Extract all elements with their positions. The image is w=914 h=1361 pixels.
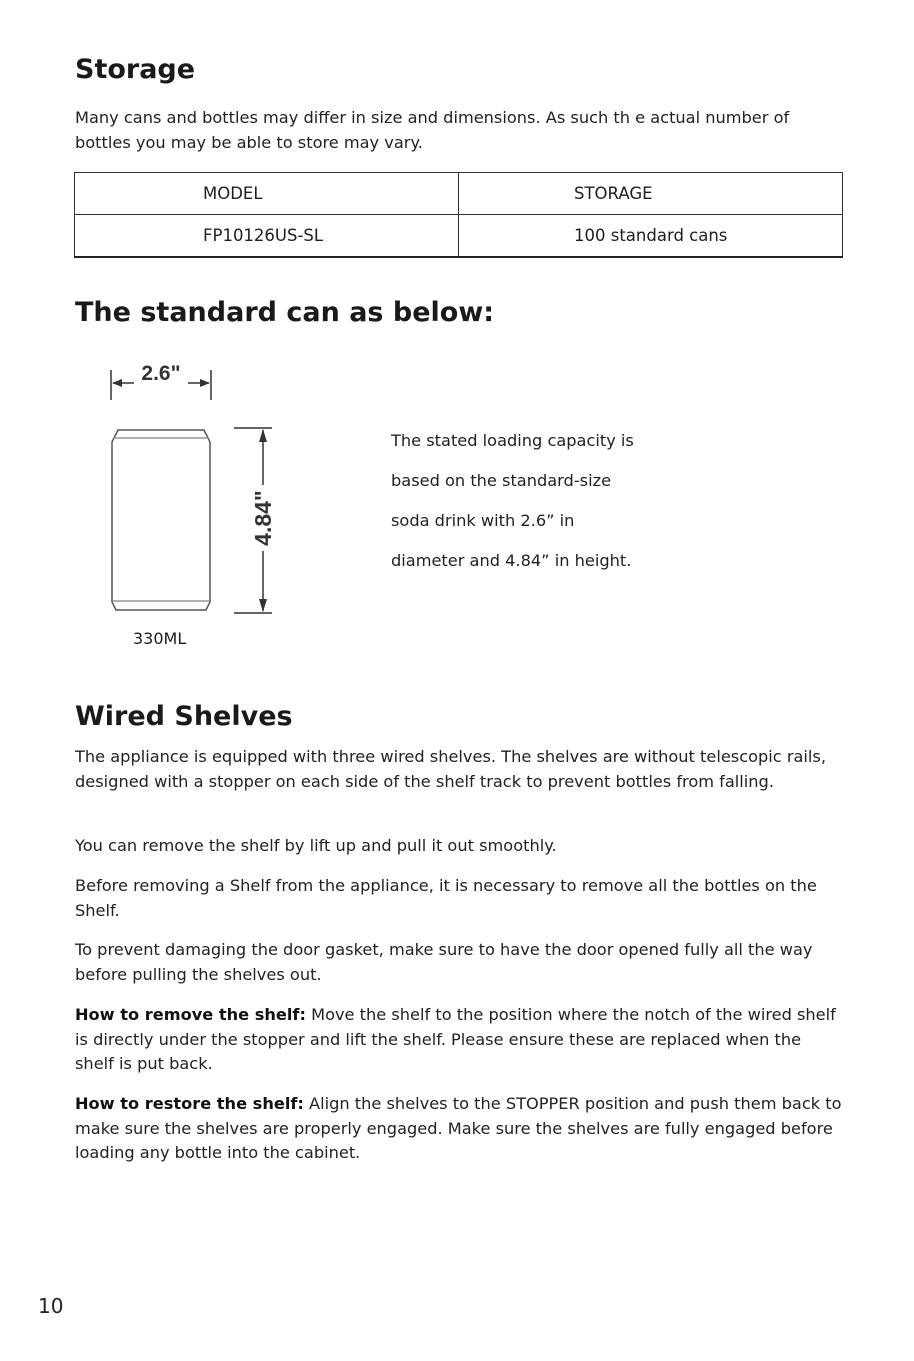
remove-shelf-text: Move the shelf to the position where the notch of the wired shelf is directly under the stopper and lift the shelf. Please ensure these are replaced when the shelf is put back. <box>75 1005 836 1073</box>
wired-shelves-heading: Wired Shelves <box>75 701 293 732</box>
remove-shelf-label: How to remove the shelf: <box>75 1005 306 1024</box>
restore-shelf-label: How to restore the shelf: <box>75 1094 304 1113</box>
page-number: 10 <box>38 1294 64 1318</box>
restore-shelf-paragraph <box>75 1092 845 1166</box>
table-row <box>75 215 843 258</box>
description-line: based on the standard-size <box>391 471 612 490</box>
standard-can-heading: The standard can as below: <box>75 297 495 328</box>
description-line: The stated loading capacity is <box>391 431 634 450</box>
storage-intro: Many cans and bottles may differ in size and dimensions. As such th e actual number of bottles you may be able to store may vary. <box>75 108 790 152</box>
height-label: 4.84" <box>250 490 276 546</box>
shelves-paragraph-4: To prevent damaging the door gasket, make sure to have the door opened fully all the way before pulling the shelves out. <box>75 940 813 984</box>
can-description <box>391 421 634 581</box>
table-cell-storage: 100 standard cans <box>459 215 843 258</box>
restore-shelf-text: Align the shelves to the STOPPER position and push them back to make sure the shelves are properly engaged. Make sure the shelves are fully engaged before loading any bottle into the cabinet. <box>75 1094 842 1162</box>
width-label: 2.6" <box>141 362 181 385</box>
shelves-paragraph-1: The appliance is equipped with three wired shelves. The shelves are without telescopic rails, designed with a stopper on each side of the shelf track to prevent bottles from falling. <box>75 747 826 791</box>
table-header-cell: MODEL <box>75 173 459 215</box>
table-cell-model: FP10126US-SL <box>75 215 459 258</box>
storage-heading: Storage <box>75 54 196 85</box>
table-header-row <box>75 173 843 215</box>
remove-shelf-paragraph <box>75 1003 845 1077</box>
shelves-paragraph-2: You can remove the shelf by lift up and pull it out smoothly. <box>75 836 557 855</box>
table-header-cell: STORAGE <box>459 173 843 215</box>
storage-table <box>74 172 843 258</box>
volume-label: 330ML <box>133 629 187 648</box>
can-outline <box>112 430 210 610</box>
can-diagram <box>100 350 290 620</box>
shelves-paragraph-3: Before removing a Shelf from the appliance, it is necessary to remove all the bottles on the Shelf. <box>75 876 817 920</box>
description-line: soda drink with 2.6” in <box>391 511 575 530</box>
description-line: diameter and 4.84” in height. <box>391 551 632 570</box>
